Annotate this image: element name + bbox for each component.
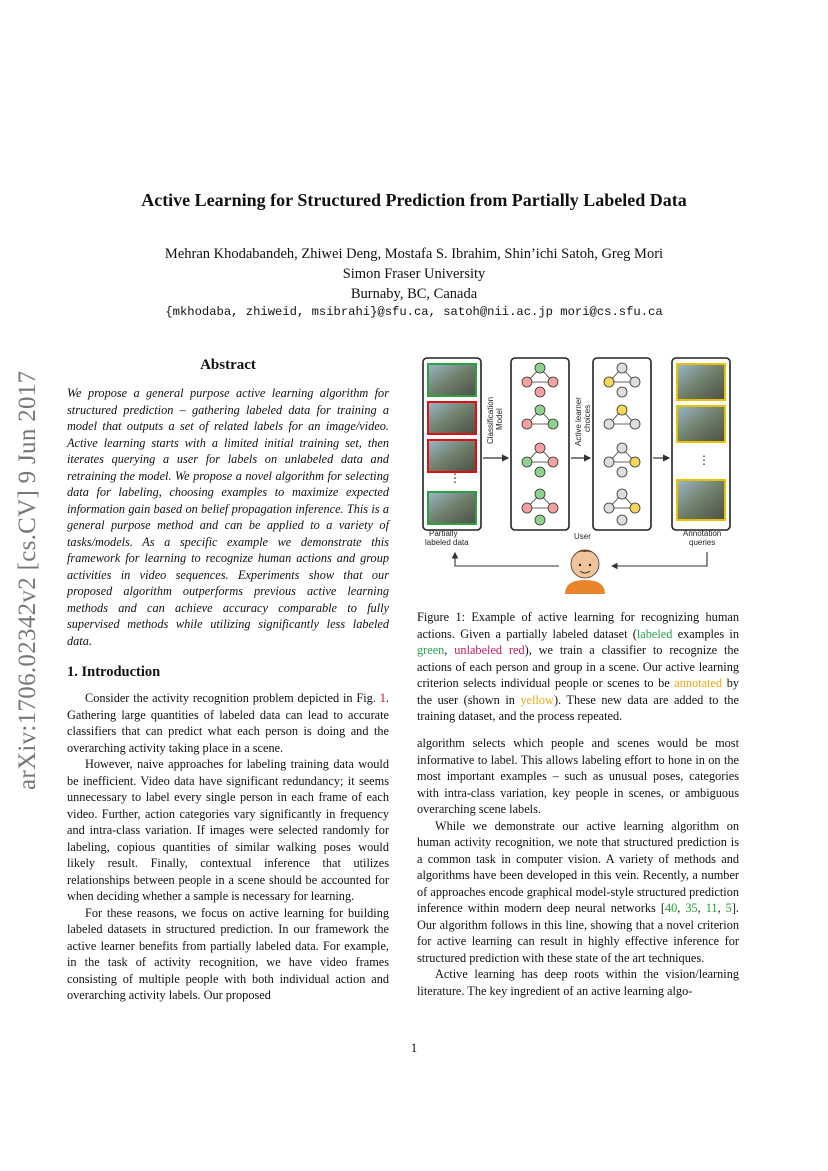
body-paragraph: algorithm selects which people and scenes would be most informative to label. This allows labeling effort to hone in on the most important examples – such as unusual poses, categories with intra-class variation, key people in scenes, or ambiguous overarching scene labels.	[417, 736, 739, 816]
text-run: by the user (shown in	[417, 676, 739, 707]
text-run: examples in	[672, 626, 739, 641]
paper-title: Active Learning for Structured Prediction from Partially Labeled Data	[141, 190, 687, 210]
figure-ref-link[interactable]: 1	[379, 691, 386, 705]
arxiv-stamp	[14, 328, 54, 790]
affiliation: Simon Fraser University	[342, 266, 486, 282]
figure-caption	[417, 609, 739, 725]
intro-body	[67, 690, 389, 1004]
intro-heading: 1. Introduction	[67, 664, 161, 680]
learner-choices-panel	[593, 358, 651, 530]
intro-paragraph: However, naive approaches for labeling training data would be inefficient. Video data have significant redundancy; it seems unnecessary to label every single person in each frame of each video. Further, action categories vary significantly in frequency and intra-class variation. If images were selected randomly for labeling, copious quantities of similar walking poses would likely result. Finally, contextual inference that utilizes relationships between people in a scene should be accounted for when deciding whether a sample is necessary for learning.	[67, 757, 389, 903]
annotated-highlight: annotated	[674, 676, 723, 691]
text-run: ). These new data are added to the training dataset, and the process repeated.	[417, 692, 739, 724]
classification-graphs-panel	[511, 358, 569, 530]
annotation-queries-panel	[672, 358, 730, 530]
green-highlight: green	[417, 643, 445, 658]
intro-paragraph	[67, 690, 389, 756]
citation-link[interactable]: 11	[705, 901, 718, 915]
user-avatar	[565, 550, 605, 594]
unlabeled-highlight: unlabeled red	[454, 643, 525, 658]
abstract-heading: Abstract	[200, 357, 256, 373]
author-emails: {mkhodaba, zhiweid, msibrahi}@sfu.ca, satoh@nii.ac.jp mori@cs.sfu.ca	[165, 305, 663, 319]
text-run: ), we train a classifier to recognize the actions of each person and group in a scene. Our active learning criterion selects individual people or scenes to be	[417, 643, 739, 691]
text-run: While we demonstrate our active learning algorithm on human activity recognition, we note that structured prediction is a common task in computer vision. A variety of methods and algorithms have been developed in this vein. Recently, a number of approaches encode graphical model-style structured prediction inference within modern deep neural networks [	[417, 818, 739, 915]
figure-1	[417, 354, 739, 594]
label-choices: Active learnerchoices	[574, 397, 592, 446]
text-run: . Gathering large quantities of labeled data can lead to accurate classifiers that can predict what each person is doing and the overarching activity taking place in a scene.	[67, 691, 389, 755]
label-user: User	[574, 532, 591, 541]
author-names: Mehran Khodabandeh, Zhiwei Deng, Mostafa S. Ibrahim, Shin’ichi Satoh, Greg Mori	[164, 246, 664, 262]
active-learning-diagram	[417, 354, 739, 594]
citation-link[interactable]: 40	[664, 901, 678, 915]
text-run: Figure 1: Example of active learning for recognizing human actions. Given a partially labeled dataset (	[417, 610, 739, 641]
label-partial: Partially labeled data	[425, 529, 469, 547]
arxiv-id: arXiv:1706.02342v2 [cs.CV] 9 Jun 2017	[14, 370, 41, 790]
body-paragraph: While we demonstrate our active learning algorithm on human activity recognition, we note that structured prediction is a common task in computer vision. A variety of methods and algorithms have been developed in this vein. Recently, a number of approaches encode graphical model-style structured prediction inference within modern deep neural networks [40, 35, 11, 5]. Our algorithm follows in this line, showing that a novel criterion for active learning can result in highly effective inference for structured prediction with these state of the art techniques.	[417, 818, 739, 965]
author-block	[0, 244, 828, 304]
citation-link[interactable]: 35	[685, 901, 698, 915]
intro-paragraph: For these reasons, we focus on active learning for building labeled datasets in structured prediction. In our framework the active learner benefits from partially labeled data. For example, in the task of activity recognition, we have video frames consisting of multiple people with both individual action and overarching activity labels. Our proposed	[67, 905, 389, 1002]
abstract-text: We propose a general purpose active learning algorithm for structured prediction – gathering labeled data for training a model that outputs a set of related labels for an image/video. Active learning starts with a limited initial training set, then iterates querying a user for labels on unlabeled data and retraining the model. We propose a novel algorithm for selecting data for labeling, choosing examples to maximize expected information gain based on belief propagation inference. This is a general purpose method and can be applied to a variety of tasks/models. As a specific example we demonstrate this framework for learning to recognize human actions and group activities in video sequences. Experiments show that our proposed algorithm outperforms previous active learning methods and can achieve accuracy comparable to fully supervised methods while utilizing significantly less labeled data.	[67, 386, 389, 648]
svg-text:⋮: ⋮	[449, 471, 461, 485]
location: Burnaby, BC, Canada	[350, 286, 478, 302]
text-run: Consider the activity recognition problem depicted in Fig.	[85, 691, 376, 705]
right-column-body	[417, 735, 739, 999]
text-run: ,	[444, 643, 455, 658]
page-number: 1	[410, 1041, 418, 1055]
body-paragraph: Active learning has deep roots within the vision/learning literature. The key ingredient of an active learning algo-	[417, 967, 739, 998]
text-run: ]. Our algorithm follows in this line, showing that a novel criterion for active learning can result in highly effective inference for structured prediction with these state of the art techniques.	[417, 901, 739, 965]
labeled-highlight: labeled	[636, 626, 673, 641]
label-queries: Annotation queries	[683, 529, 722, 547]
partially-labeled-data-panel	[423, 358, 481, 530]
label-model: ClassificationModel	[486, 396, 504, 444]
svg-text:⋮: ⋮	[698, 453, 710, 467]
citation-link[interactable]: 5	[725, 901, 732, 915]
yellow-highlight: yellow	[520, 692, 554, 707]
